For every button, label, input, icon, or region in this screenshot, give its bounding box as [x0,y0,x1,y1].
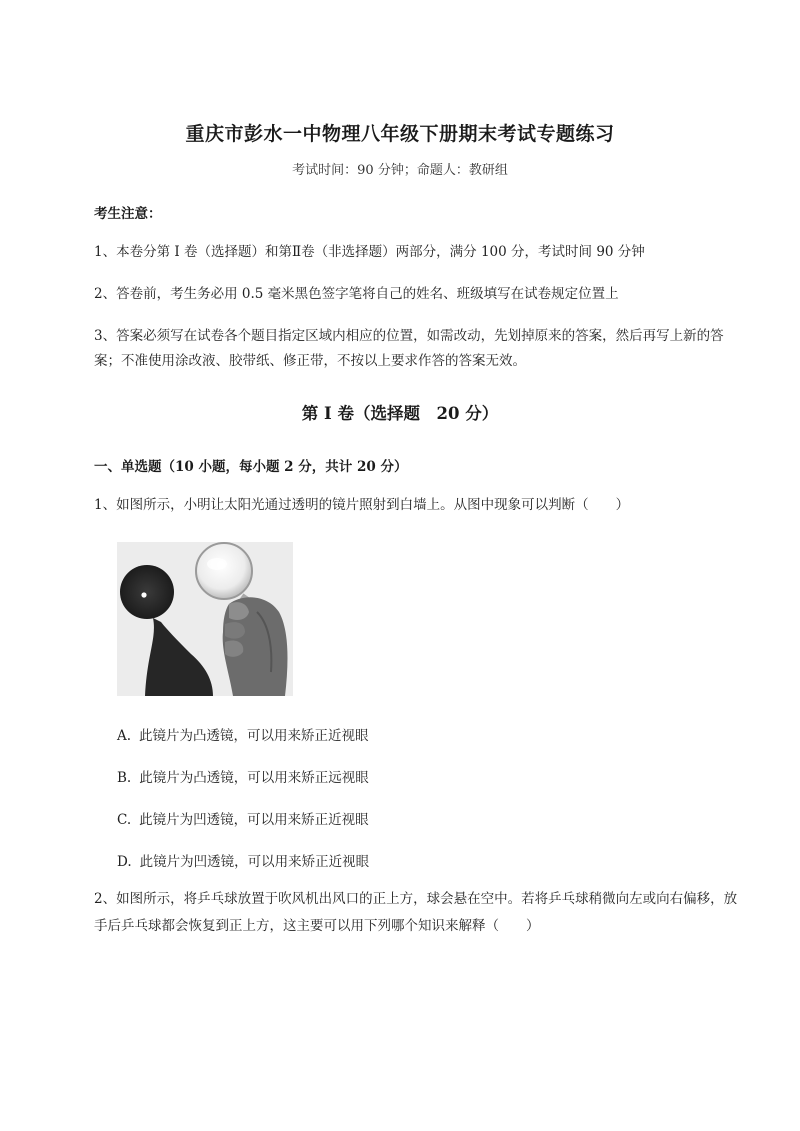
option-d-text: 此镜片为凹透镜，可以用来矫正近视眼 [139,854,370,870]
option-a[interactable] [117,724,369,744]
option-c-letter: C. [117,812,132,828]
notice-item-3: 3、答案必须写在试卷各个题目指定区域内相应的位置，如需改动，先划掉原来的答案，然后再写上新的答案；不准使用涂改液、胶带纸、修正带，不按以上要求作答的答案无效。 [94,328,724,369]
exam-info: 考试时间：90 分钟；命题人：教研组 [292,163,508,178]
page-title: 重庆市彭水一中物理八年级下册期末考试专题练习 [185,123,615,145]
notice-item-2: 2、答卷前，考生务必用 0.5 毫米黑色签字笔将自己的姓名、班级填写在试卷规定位置上 [94,286,619,302]
option-c-text: 此镜片为凹透镜，可以用来矫正近视眼 [139,812,369,828]
option-a-letter: A. [117,728,132,744]
option-b[interactable] [117,766,369,786]
part-heading: 一、单选题（10 小题，每小题 2 分，共计 20 分） [94,459,408,475]
lens-shadow-photo [117,542,293,696]
option-b-text: 此镜片为凸透镜，可以用来矫正远视眼 [139,770,369,786]
option-d[interactable] [117,850,369,870]
option-d-letter: D. [117,854,132,870]
question-2-text: 2、如图所示，将乒乓球放置于吹风机出风口的正上方，球会悬在空中。若将乒乓球稍微向左或向右偏移，放手后乒乓球都会恢复到正上方，这主要可以用下列哪个知识来解释（ ） [94,891,738,934]
question-1-text: 1、如图所示，小明让太阳光通过透明的镜片照射到白墙上。从图中现象可以判断（ ） [94,497,630,513]
notice-item-1: 1、本卷分第 I 卷（选择题）和第Ⅱ卷（非选择题）两部分，满分 100 分，考试时间 90 分钟 [94,244,645,260]
option-a-text: 此镜片为凸透镜，可以用来矫正近视眼 [139,728,369,744]
notice-heading: 考生注意： [94,206,162,222]
option-b-letter: B. [117,770,132,786]
section-title: 第 I 卷（选择题 20 分） [301,404,499,423]
option-c[interactable] [117,808,369,828]
